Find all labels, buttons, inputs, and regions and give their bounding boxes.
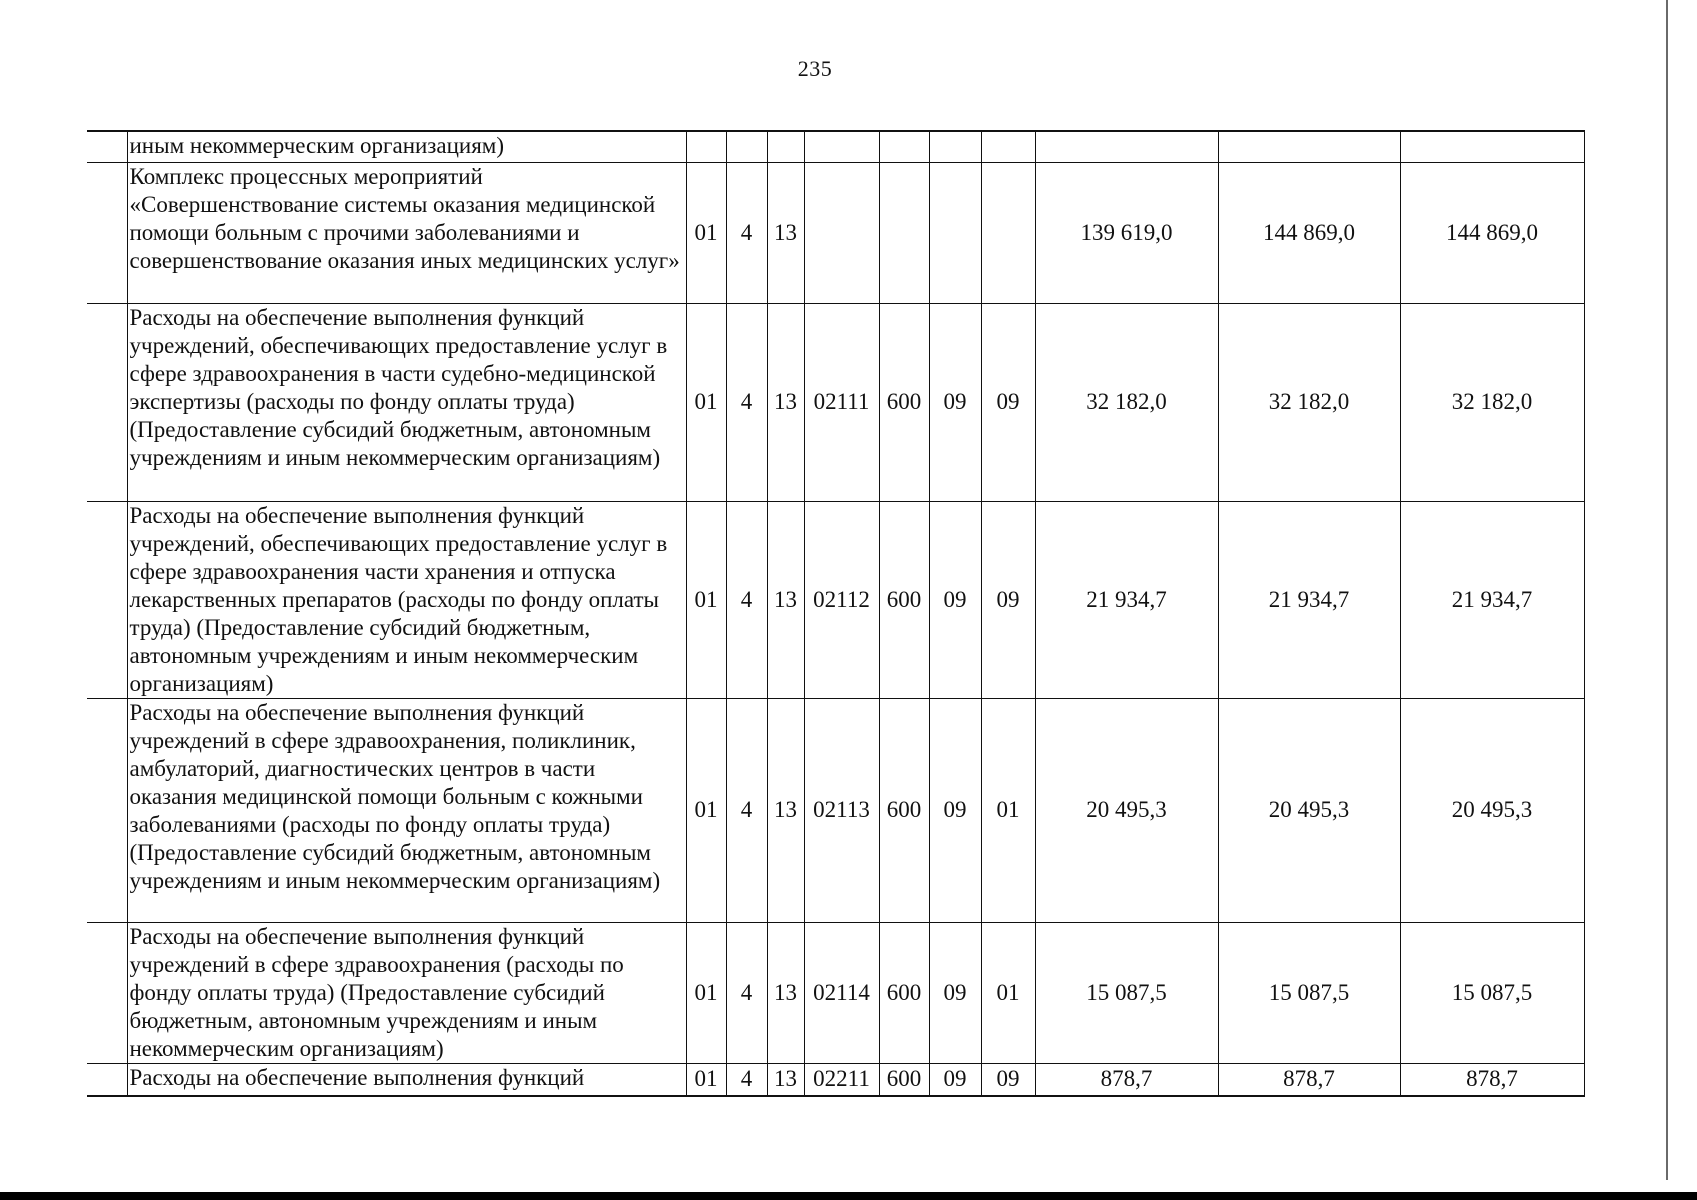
code-cell: 600 xyxy=(879,922,929,1063)
code-cell: 02211 xyxy=(804,1063,879,1096)
row-number-cell xyxy=(87,162,127,303)
amount-cell: 21 934,7 xyxy=(1035,501,1218,698)
description-cell: иным некоммерческим организациям) xyxy=(127,131,686,162)
page-number: 235 xyxy=(797,56,833,81)
code-cell: 4 xyxy=(726,922,767,1063)
code-cell: 09 xyxy=(929,303,981,501)
amount-cell: 21 934,7 xyxy=(1218,501,1400,698)
code-cell: 600 xyxy=(879,698,929,922)
code-cell: 01 xyxy=(686,1063,726,1096)
amount-cell: 20 495,3 xyxy=(1218,698,1400,922)
amount-cell: 15 087,5 xyxy=(1218,922,1400,1063)
row-number-cell xyxy=(87,1063,127,1096)
code-cell: 4 xyxy=(726,303,767,501)
code-cell: 01 xyxy=(686,922,726,1063)
amount-cell: 20 495,3 xyxy=(1400,698,1584,922)
code-cell xyxy=(804,162,879,303)
amount-cell: 139 619,0 xyxy=(1035,162,1218,303)
code-cell: 09 xyxy=(929,1063,981,1096)
amount-cell: 878,7 xyxy=(1400,1063,1584,1096)
budget-table xyxy=(87,130,1585,1097)
amount-cell: 32 182,0 xyxy=(1400,303,1584,501)
table-row xyxy=(87,698,1584,922)
table-row xyxy=(87,303,1584,501)
code-cell: 13 xyxy=(767,922,804,1063)
code-cell xyxy=(981,162,1035,303)
code-cell xyxy=(879,131,929,162)
code-cell xyxy=(726,131,767,162)
code-cell: 01 xyxy=(981,698,1035,922)
table-row xyxy=(87,131,1584,162)
row-number-cell xyxy=(87,698,127,922)
code-cell: 01 xyxy=(686,303,726,501)
amount-cell: 32 182,0 xyxy=(1035,303,1218,501)
code-cell: 02113 xyxy=(804,698,879,922)
amount-cell xyxy=(1035,131,1218,162)
code-cell: 13 xyxy=(767,303,804,501)
amount-cell: 144 869,0 xyxy=(1218,162,1400,303)
code-cell: 09 xyxy=(981,1063,1035,1096)
code-cell: 09 xyxy=(929,698,981,922)
amount-cell: 15 087,5 xyxy=(1035,922,1218,1063)
row-number-cell xyxy=(87,501,127,698)
row-number-cell xyxy=(87,922,127,1063)
code-cell: 02112 xyxy=(804,501,879,698)
row-number-cell xyxy=(87,131,127,162)
code-cell: 4 xyxy=(726,1063,767,1096)
scan-edge-line xyxy=(1666,0,1668,1180)
amount-cell: 20 495,3 xyxy=(1035,698,1218,922)
code-cell: 02111 xyxy=(804,303,879,501)
code-cell xyxy=(879,162,929,303)
table-row xyxy=(87,162,1584,303)
amount-cell: 21 934,7 xyxy=(1400,501,1584,698)
description-cell: Комплекс процессных мероприятий «Совершенствование системы оказания медицинской помощи больным с прочими заболеваниями и совершенствование оказания иных медицинских услуг» xyxy=(127,162,686,303)
code-cell: 09 xyxy=(929,922,981,1063)
scan-bottom-bar xyxy=(0,1192,1697,1200)
code-cell: 4 xyxy=(726,698,767,922)
amount-cell: 878,7 xyxy=(1218,1063,1400,1096)
description-cell: Расходы на обеспечение выполнения функций учреждений в сфере здравоохранения (расходы по фонду оплаты труда) (Предоставление субсидий бюджетным, автономным учреждениям и иным некоммерческим организациям) xyxy=(127,922,686,1063)
amount-cell: 32 182,0 xyxy=(1218,303,1400,501)
code-cell xyxy=(929,162,981,303)
code-cell xyxy=(981,131,1035,162)
code-cell: 4 xyxy=(726,501,767,698)
code-cell: 13 xyxy=(767,1063,804,1096)
row-number-cell xyxy=(87,303,127,501)
amount-cell xyxy=(1218,131,1400,162)
code-cell: 13 xyxy=(767,698,804,922)
code-cell: 09 xyxy=(929,501,981,698)
code-cell xyxy=(929,131,981,162)
code-cell: 01 xyxy=(686,501,726,698)
code-cell: 13 xyxy=(767,501,804,698)
code-cell: 600 xyxy=(879,501,929,698)
code-cell: 01 xyxy=(981,922,1035,1063)
code-cell xyxy=(686,131,726,162)
table-row xyxy=(87,922,1584,1063)
code-cell: 01 xyxy=(686,162,726,303)
code-cell xyxy=(804,131,879,162)
code-cell: 600 xyxy=(879,1063,929,1096)
amount-cell: 878,7 xyxy=(1035,1063,1218,1096)
code-cell: 09 xyxy=(981,501,1035,698)
amount-cell: 15 087,5 xyxy=(1400,922,1584,1063)
description-cell: Расходы на обеспечение выполнения функций учреждений, обеспечивающих предоставление услуг в сфере здравоохранения в части судебно-медицинской экспертизы (расходы по фонду оплаты труда) (Предоставление субсидий бюджетным, автономным учреждениям и иным некоммерческим организациям) xyxy=(127,303,686,501)
code-cell: 600 xyxy=(879,303,929,501)
code-cell: 13 xyxy=(767,162,804,303)
amount-cell xyxy=(1400,131,1584,162)
code-cell: 09 xyxy=(981,303,1035,501)
table-row xyxy=(87,1063,1584,1096)
amount-cell: 144 869,0 xyxy=(1400,162,1584,303)
code-cell: 4 xyxy=(726,162,767,303)
code-cell: 02114 xyxy=(804,922,879,1063)
description-cell: Расходы на обеспечение выполнения функций учреждений, обеспечивающих предоставление услуг в сфере здравоохранения части хранения и отпуска лекарственных препаратов (расходы по фонду оплаты труда) (Предоставление субсидий бюджетным, автономным учреждениям и иным некоммерческим организациям) xyxy=(127,501,686,698)
code-cell xyxy=(767,131,804,162)
table-row xyxy=(87,501,1584,698)
code-cell: 01 xyxy=(686,698,726,922)
description-cell: Расходы на обеспечение выполнения функций учреждений в сфере здравоохранения, поликлиник, амбулаторий, диагностических центров в части оказания медицинской помощи больным с кожными заболеваниями (расходы по фонду оплаты труда) (Предоставление субсидий бюджетным, автономным учреждениям и иным некоммерческим организациям) xyxy=(127,698,686,922)
description-cell: Расходы на обеспечение выполнения функций xyxy=(127,1063,686,1096)
